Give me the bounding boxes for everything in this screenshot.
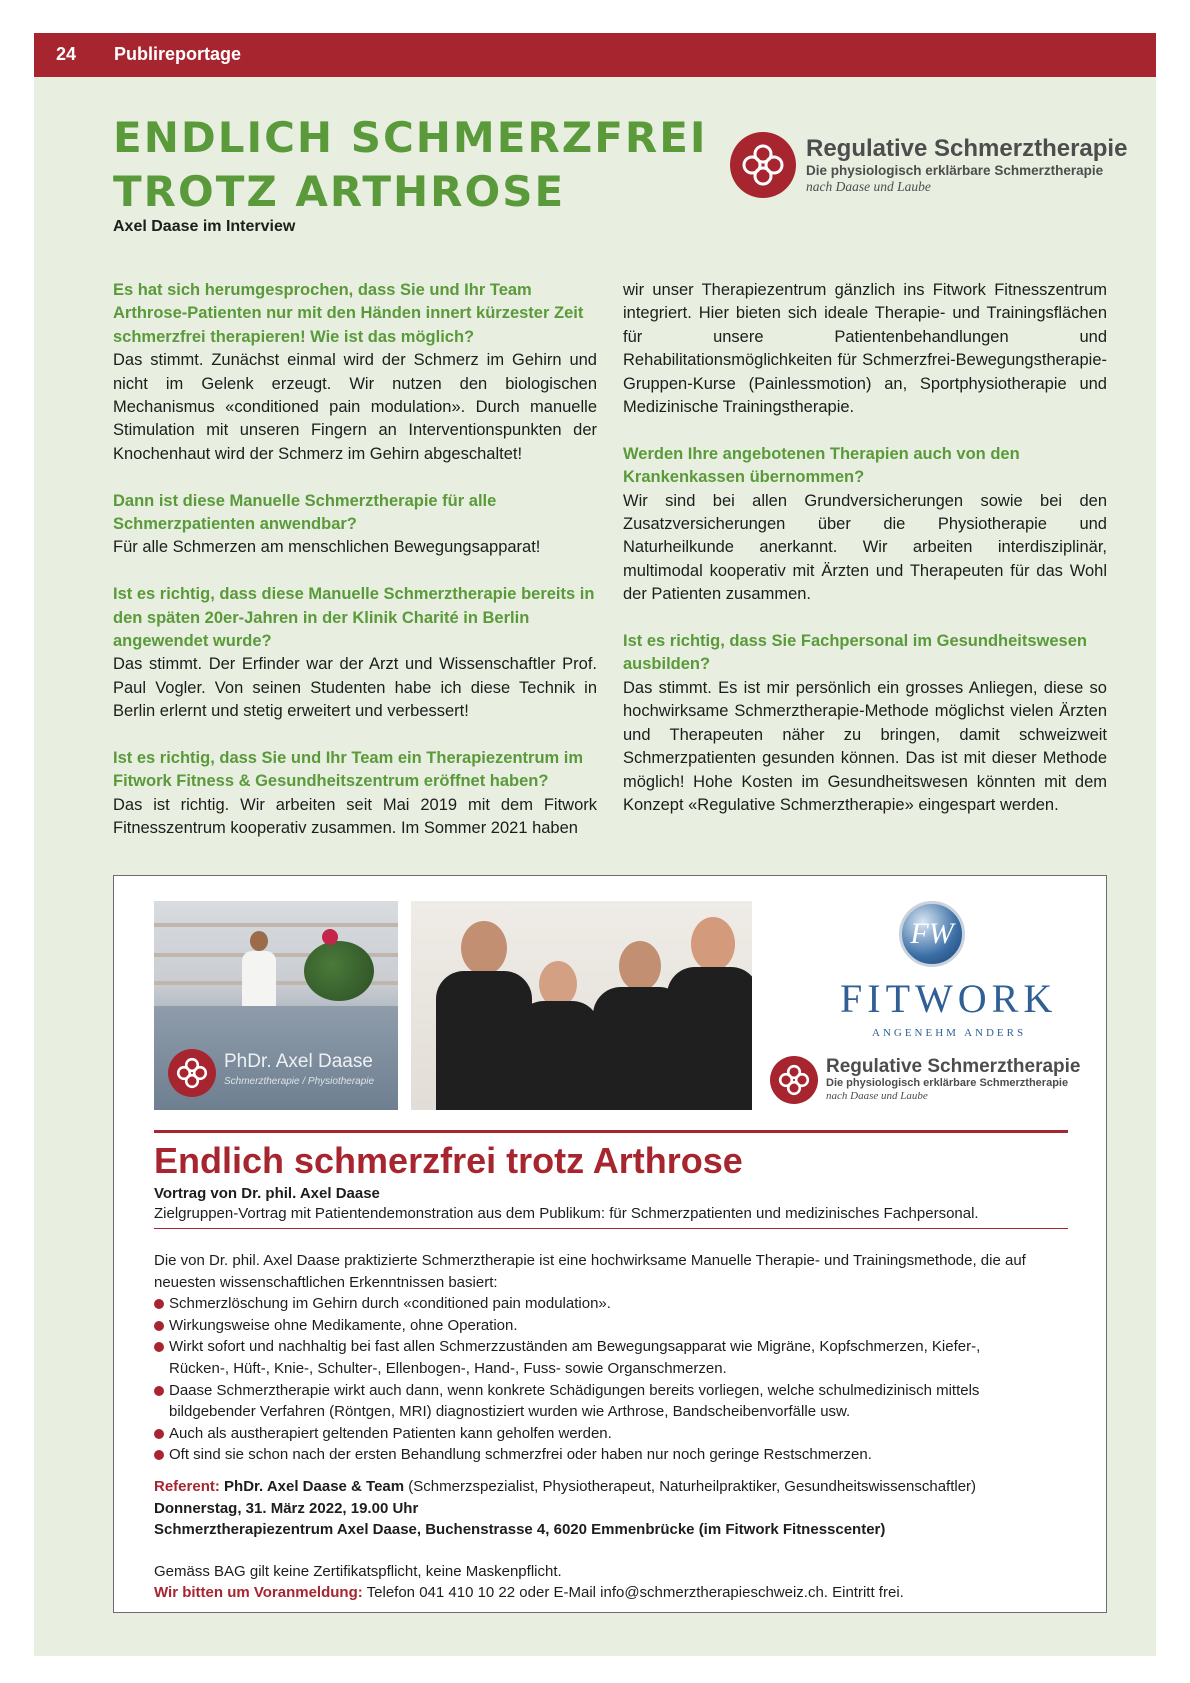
logo-subtitle: Die physiologisch erklärbare Schmerztherapie bbox=[826, 1077, 1069, 1089]
bullet-icon bbox=[154, 1299, 164, 1309]
event-intro: Die von Dr. phil. Axel Daase praktizierte Schmerztherapie ist eine hochwirksame Manuelle Therapie- und Trainingsmethode, die auf neuesten wissenschaftlichen Erkenntnissen basiert: bbox=[154, 1252, 1026, 1291]
logo-title: Regulative Schmerztherapie bbox=[826, 1056, 1081, 1077]
event-details bbox=[154, 1476, 1054, 1604]
reception-photo bbox=[154, 901, 398, 1110]
therapist-figure bbox=[242, 931, 276, 1006]
event-target-group: Zielgruppen-Vortrag mit Patientendemonstration aus dem Publikum: für Schmerzpatienten und medizinisches Fachpersonal. bbox=[154, 1205, 979, 1222]
article-column-left bbox=[113, 279, 597, 864]
logo-subtitle: Die physiologisch erklärbare Schmerztherapie bbox=[806, 163, 1104, 178]
bullet-icon bbox=[154, 1342, 164, 1352]
question: Werden Ihre angebotenen Therapien auch von den Krankenkassen übernommen? bbox=[623, 444, 1020, 487]
registration-contact: Telefon 041 410 10 22 oder E-Mail info@schmerztherapieschweiz.ch. Eintritt frei. bbox=[366, 1584, 904, 1602]
list-item: Oft sind sie schon nach der ersten Behandlung schmerzfrei oder haben nur noch geringe Restschmerzen. bbox=[154, 1444, 1034, 1466]
bullet-icon bbox=[154, 1450, 164, 1460]
counter-sign: PhDr. Axel Daase bbox=[224, 1051, 373, 1072]
answer: Für alle Schmerzen am menschlichen Bewegungsapparat! bbox=[113, 538, 541, 557]
registration-line bbox=[154, 1582, 1054, 1604]
list-item: Auch als austherapiert geltenden Patienten kann geholfen werden. bbox=[154, 1423, 1034, 1445]
page-header bbox=[34, 33, 1156, 77]
event-description bbox=[154, 1250, 1034, 1466]
bullet-icon bbox=[154, 1321, 164, 1331]
event-advertisement bbox=[113, 875, 1107, 1613]
list-item: Wirkungsweise ohne Medikamente, ohne Operation. bbox=[154, 1315, 1034, 1337]
question: Es hat sich herumgesprochen, dass Sie und Ihr Team Arthrose-Patienten nur mit den Händen innert kürzester Zeit schmerzfrei therapieren! Wie ist das möglich? bbox=[113, 281, 584, 346]
referent-label: Referent: bbox=[154, 1478, 220, 1495]
answer: Das stimmt. Zunächst einmal wird der Schmerz im Gehirn und nicht im Gelenk erzeugt. Wir nutzen den biologischen Mechanismus «conditioned pain modulation». Durch manuelle Stimulation mit unseren Fingern an Interventionspunkten der Knochenhaut wird der Schmerz im Gehirn abgeschaltet! bbox=[113, 351, 597, 463]
answer: Das stimmt. Der Erfinder war der Arzt und Wissenschaftler Prof. Paul Vogler. Von seinen Studenten habe ich diese Technik in Berlin erlernt und stetig erweitert und verbessert! bbox=[113, 655, 597, 721]
registration-label: Wir bitten um Voranmeldung: bbox=[154, 1584, 363, 1602]
clover-logo-icon bbox=[168, 1049, 216, 1097]
team-photo bbox=[411, 901, 752, 1110]
event-date: Donnerstag, 31. März 2022, 19.00 Uhr bbox=[154, 1499, 419, 1517]
event-subtitle: Vortrag von Dr. phil. Axel Daase bbox=[154, 1185, 380, 1202]
headline-line-1: ENDLICH SCHMERZFREI bbox=[113, 113, 708, 162]
answer: Das stimmt. Es ist mir persönlich ein grosses Anliegen, diese so hochwirksame Schmerztherapie-Methode möglichst vielen Ärzten und Therapeuten näher zu bringen, damit schweizweit Schmerzpatienten gesunden können. Das ist mit dieser Methode möglich! Hohe Kosten im Gesundheitswesen könnten mit dem Konzept «Regulative Schmerztherapie» eingespart werden. bbox=[623, 678, 1107, 814]
list-item: Wirkt sofort und nachhaltig bei fast allen Schmerzzuständen am Bewegungsapparat wie Migräne, Kopfschmerzen, Kiefer-, Rücken-, Hüft-, Knie-, Schulter-, Ellenbogen-, Hand-, Fuss- sowie Organschmerzen. bbox=[154, 1336, 1034, 1379]
fitwork-name: FITWORK bbox=[840, 976, 1058, 1021]
fitwork-emblem-icon: FW bbox=[899, 901, 965, 967]
logo-subtitle-2: nach Daase und Laube bbox=[806, 179, 931, 194]
answer: Wir sind bei allen Grundversicherungen sowie bei den Zusatzversicherungen über die Physiotherapie und Naturheilkunde anerkannt. Wir arbeiten interdisziplinär, multimodal kooperativ mit Ärzten und Therapeuten für das Wohl der Patienten zusammen. bbox=[623, 491, 1107, 604]
question: Ist es richtig, dass Sie Fachpersonal im Gesundheitswesen ausbilden? bbox=[623, 632, 1087, 674]
event-title: Endlich schmerzfrei trotz Arthrose bbox=[154, 1140, 743, 1181]
counter-sign-sub: Schmerztherapie / Physiotherapie bbox=[224, 1076, 375, 1087]
list-item: Schmerzlöschung im Gehirn durch «conditioned pain modulation». bbox=[154, 1293, 1034, 1315]
regulative-logo-small bbox=[770, 1056, 1090, 1106]
clover-logo-icon bbox=[730, 132, 796, 198]
byline: Axel Daase im Interview bbox=[113, 218, 296, 235]
answer: Das ist richtig. Wir arbeiten seit Mai 2019 mit dem Fitwork Fitnesszentrum kooperativ zusammen. Im Sommer 2021 haben bbox=[113, 795, 597, 838]
section-label: Publireportage bbox=[114, 44, 242, 64]
answer-continued: wir unser Therapiezentrum gänzlich ins Fitwork Fitnesszentrum integriert. Hier bieten sich ideale Therapie- und Trainingsflächen für unsere Patientenbehandlungen und Rehabilitationsmöglichkeiten für Schmerzfrei-Bewegungstherapie-Gruppen-Kurse (Painlessmotion) an, Sportphysiotherapie und Medizinische Trainingstherapie. bbox=[623, 281, 1107, 417]
bullet-icon bbox=[154, 1429, 164, 1439]
referent-description: (Schmerzspezialist, Physiotherapeut, Naturheilpraktiker, Gesundheitswissenschaftler) bbox=[408, 1478, 977, 1495]
article-headline bbox=[113, 111, 708, 219]
divider bbox=[154, 1130, 1068, 1133]
plant bbox=[304, 941, 374, 1001]
question: Ist es richtig, dass Sie und Ihr Team ein Therapiezentrum im Fitwork Fitness & Gesundheitszentrum eröffnet haben? bbox=[113, 749, 584, 791]
benefit-list bbox=[154, 1293, 1034, 1466]
logo-title: Regulative Schmerztherapie bbox=[806, 135, 1128, 162]
list-item: Daase Schmerztherapie wirkt auch dann, wenn konkrete Schädigungen bereits vorliegen, welche schulmedizinisch mittels bildgebender Verfahren (Röntgen, MRI) diagnostiziert wurden wie Arthrose, Bandscheibenvorfälle usw. bbox=[154, 1380, 1034, 1423]
divider bbox=[154, 1228, 1068, 1229]
bullet-icon bbox=[154, 1386, 164, 1396]
page-number: 24 bbox=[56, 44, 77, 64]
clover-logo-icon bbox=[770, 1056, 818, 1104]
fitwork-tagline: ANGENEHM ANDERS bbox=[872, 1027, 1027, 1039]
article-column-right bbox=[623, 279, 1107, 841]
referent-name: PhDr. Axel Daase & Team bbox=[224, 1478, 405, 1495]
question: Dann ist diese Manuelle Schmerztherapie für alle Schmerzpatienten anwendbar? bbox=[113, 491, 497, 534]
regulative-logo bbox=[730, 132, 1130, 200]
question: Ist es richtig, dass diese Manuelle Schmerztherapie bereits in den späten 20er-Jahren in der Klinik Charité in Berlin angewendet wurde? bbox=[113, 585, 595, 651]
covid-notice: Gemäss BAG gilt keine Zertifikatspflicht, keine Maskenpflicht. bbox=[154, 1562, 562, 1580]
logo-subtitle-2: nach Daase und Laube bbox=[826, 1090, 928, 1102]
referent-line bbox=[154, 1476, 1054, 1498]
fitwork-logo bbox=[804, 901, 1064, 1051]
headline-line-2: TROTZ ARTHROSE bbox=[113, 167, 566, 216]
event-location: Schmerztherapiezentrum Axel Daase, Buchenstrasse 4, 6020 Emmenbrücke (im Fitwork Fitnesscenter) bbox=[154, 1521, 886, 1539]
